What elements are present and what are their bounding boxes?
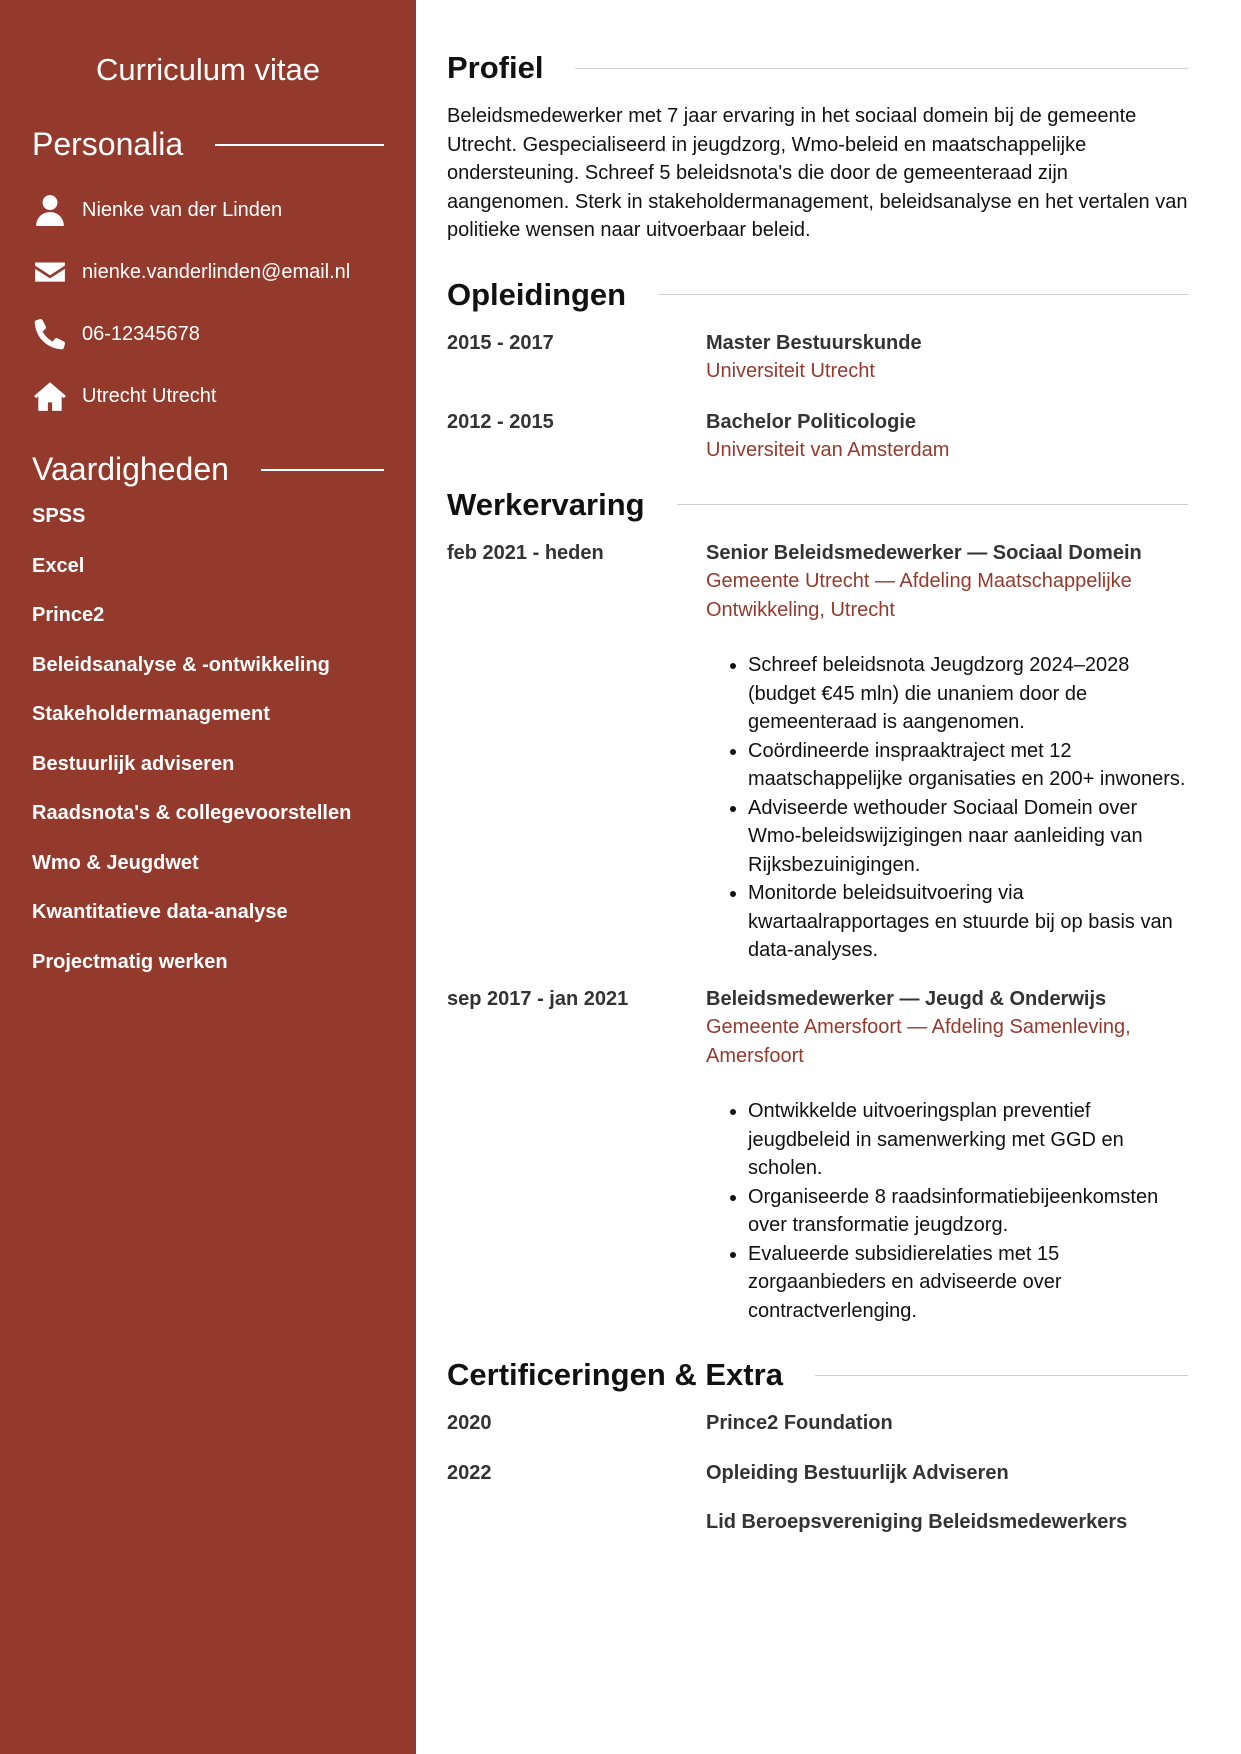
skill-item: Beleidsanalyse & -ontwikkeling — [32, 653, 330, 676]
personalia-heading-row — [32, 126, 384, 163]
certs-heading-row — [447, 1357, 1188, 1393]
experience-org: Gemeente Utrecht — Afdeling Maatschappelijke Ontwikkeling, Utrecht — [706, 570, 1132, 621]
heading-divider — [815, 1375, 1188, 1376]
experience-heading-row — [447, 487, 1188, 523]
experience-bullet: • Schreef beleidsnota Jeugdzorg 2024–2028 (budget €45 mln) die unaniem door de gemeenteraad is aangenomen. — [748, 651, 1188, 737]
experience-bullet: • Coördineerde inspraaktraject met 12 maatschappelijke organisaties en 200+ inwoners. — [748, 737, 1188, 794]
experience-bullet: • Adviseerde wethouder Sociaal Domein over Wmo-beleidswijzigingen naar aanleiding van Rijksbezuinigingen. — [748, 794, 1188, 880]
contact-name — [32, 179, 384, 241]
experience-period: sep 2017 - jan 2021 — [447, 987, 629, 1010]
education-degree: Bachelor Politicologie — [706, 410, 917, 433]
experience-list — [447, 539, 1188, 1326]
profile-heading-row — [447, 50, 1188, 86]
envelope-icon — [32, 254, 68, 290]
skill-item: Wmo & Jeugdwet — [32, 851, 199, 874]
cert-title: Opleiding Bestuurlijk Adviseren — [706, 1461, 1009, 1484]
education-item — [447, 329, 1188, 386]
cert-item — [447, 1409, 1188, 1438]
education-heading-row — [447, 277, 1188, 313]
education-period: 2012 - 2015 — [447, 410, 554, 433]
contact-address — [32, 365, 384, 427]
education-school: Universiteit Utrecht — [706, 360, 875, 382]
skills-heading-row — [32, 451, 384, 488]
skill-item: Excel — [32, 554, 85, 577]
skill-item: Projectmatig werken — [32, 950, 228, 973]
contact-email — [32, 241, 384, 303]
phone-icon — [32, 316, 68, 352]
experience-role: Senior Beleidsmedewerker — Sociaal Domein — [706, 541, 1142, 564]
contact-phone-text: 06-12345678 — [82, 322, 200, 345]
experience-bullet: • Monitorde beleidsuitvoering via kwartaalrapportages en stuurde bij op basis van data-analyses. — [748, 879, 1188, 965]
main-content — [416, 0, 1241, 1754]
heading-divider — [658, 294, 1188, 295]
skills-list — [32, 504, 384, 999]
experience-role: Beleidsmedewerker — Jeugd & Onderwijs — [706, 987, 1107, 1010]
experience-period: feb 2021 - heden — [447, 541, 604, 564]
cert-title: Prince2 Foundation — [706, 1412, 893, 1434]
experience-bullets — [706, 651, 1188, 965]
education-period: 2015 - 2017 — [447, 331, 554, 354]
personalia-heading: Personalia — [32, 126, 184, 162]
education-item — [447, 408, 1188, 465]
experience-bullets — [706, 1097, 1188, 1325]
certs-heading: Certificeringen & Extra — [447, 1357, 783, 1392]
education-school: Universiteit van Amsterdam — [706, 439, 950, 461]
user-icon — [32, 192, 68, 228]
cert-year: 2020 — [447, 1412, 492, 1434]
skill-item: Bestuurlijk adviseren — [32, 752, 235, 775]
heading-divider — [677, 504, 1188, 505]
home-icon — [32, 378, 68, 414]
cert-year — [447, 1508, 706, 1537]
experience-bullet: • Evalueerde subsidierelaties met 15 zorgaanbieders en adviseerde over contractverlenging. — [748, 1240, 1188, 1326]
education-list — [447, 329, 1188, 465]
cert-year: 2022 — [447, 1461, 492, 1484]
contact-phone — [32, 303, 384, 365]
cv-title: Curriculum vitae — [96, 52, 320, 87]
experience-org: Gemeente Amersfoort — Afdeling Samenleving, Amersfoort — [706, 1016, 1131, 1067]
cert-title: Lid Beroepsvereniging Beleidsmedewerkers — [706, 1511, 1128, 1533]
heading-divider — [215, 144, 384, 146]
heading-divider — [575, 68, 1188, 69]
skill-item: Stakeholdermanagement — [32, 703, 270, 725]
heading-divider — [261, 469, 384, 471]
contact-name-text: Nienke van der Linden — [82, 198, 283, 221]
skill-item: Raadsnota's & collegevoorstellen — [32, 802, 352, 824]
cert-item — [447, 1459, 1188, 1488]
skill-item: Prince2 — [32, 604, 105, 626]
skills-heading: Vaardigheden — [32, 451, 229, 487]
contact-email-text: nienke.vanderlinden@email.nl — [82, 260, 351, 283]
profile-text: Beleidsmedewerker met 7 jaar ervaring in het sociaal domein bij de gemeente Utrecht. Gespecialiseerd in jeugdzorg, Wmo-beleid en maatschappelijke ondersteuning. Schreef 5 beleidsnota's die door de gemeenteraad zijn aangenomen. Sterk in stakeholdermanagement, beleidsanalyse en het vertalen van politieke wensen naar uitvoerbaar beleid. — [447, 105, 1188, 241]
skill-item: SPSS — [32, 505, 86, 527]
experience-item — [447, 985, 1188, 1326]
experience-heading: Werkervaring — [447, 486, 645, 522]
cert-item — [447, 1508, 1188, 1537]
profile-heading: Profiel — [447, 50, 544, 85]
sidebar — [0, 0, 416, 1754]
experience-bullet: • Organiseerde 8 raadsinformatiebijeenkomsten over transformatie jeugdzorg. — [748, 1183, 1188, 1240]
experience-item — [447, 539, 1188, 965]
contact-address-text: Utrecht Utrecht — [82, 384, 217, 407]
skill-item: Kwantitatieve data-analyse — [32, 901, 288, 923]
contact-list — [32, 179, 384, 427]
experience-bullet: • Ontwikkelde uitvoeringsplan preventief jeugdbeleid in samenwerking met GGD en scholen. — [748, 1097, 1188, 1183]
certs-list — [447, 1409, 1188, 1537]
education-heading: Opleidingen — [447, 276, 627, 312]
education-degree: Master Bestuurskunde — [706, 331, 922, 354]
